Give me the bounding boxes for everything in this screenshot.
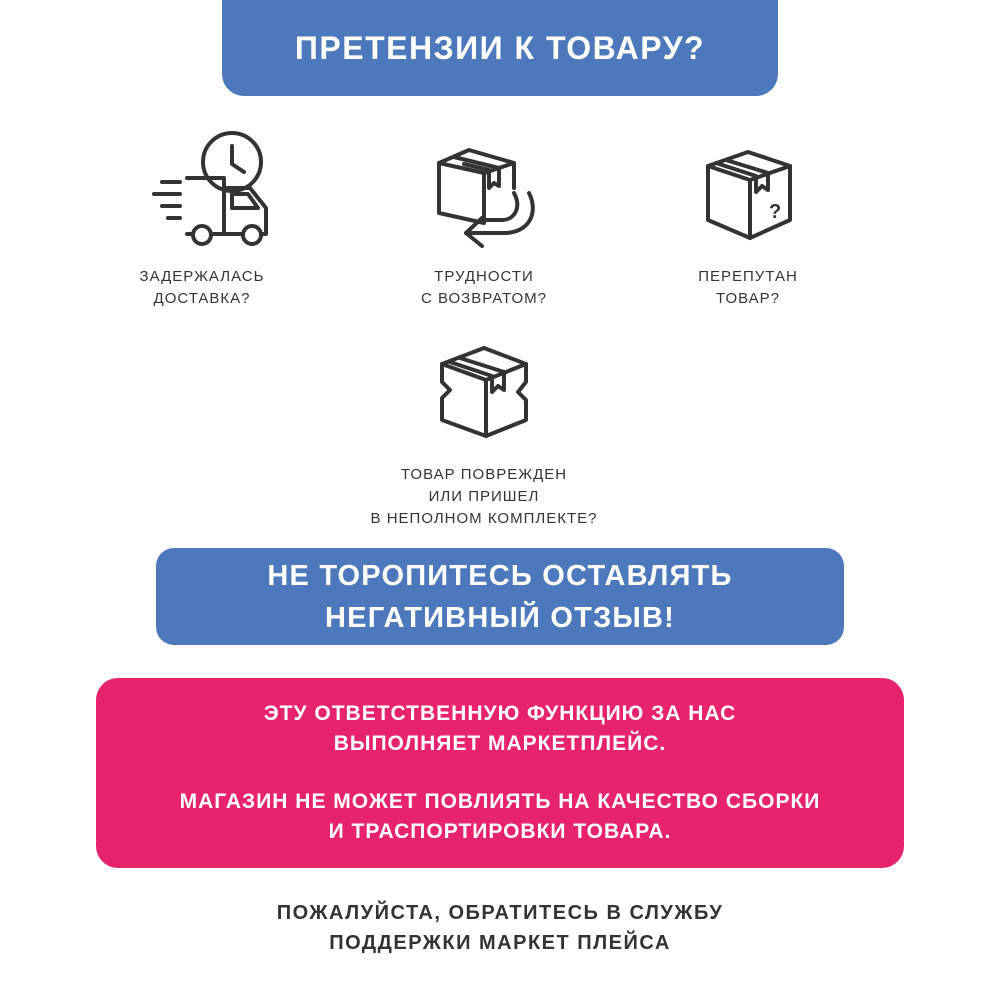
box-question-icon [678,128,818,248]
notice-paragraph: МАГАЗИН НЕ МОЖЕТ ПОВЛИЯТЬ НА КАЧЕСТВО СБОРКИ И ТРАСПОРТИРОВКИ ТОВАРА. [179,790,821,843]
support-note: ПОЖАЛУЙСТА, ОБРАТИТЕСЬ В СЛУЖБУ ПОДДЕРЖКИ МАРКЕТ ПЛЕЙСА [276,902,724,954]
issue-caption: ПЕРЕПУТАН ТОВАР? [698,268,798,307]
issue-damaged [344,330,624,530]
page-title: ПРЕТЕНЗИИ К ТОВАРУ? [294,29,706,66]
issue-wrong-item [608,128,888,310]
damaged-box-icon [414,330,554,448]
issue-caption: ЗАДЕРЖАЛАСЬ ДОСТАВКА? [139,268,265,307]
issue-delivery [62,128,342,310]
svg-text:?: ? [769,201,782,223]
notice-paragraph: ЭТУ ОТВЕТСТВЕННУЮ ФУНКЦИЮ ЗА НАС ВЫПОЛНЯЕТ МАРКЕТПЛЕЙС. [263,702,737,755]
notice-banner [96,678,904,868]
issue-caption: ТОВАР ПОВРЕЖДЕН ИЛИ ПРИШЕЛ В НЕПОЛНОМ КОМПЛЕКТЕ? [370,466,598,527]
issue-return [344,128,624,310]
box-return-arrow-icon [414,128,554,248]
warning-line: НЕГАТИВНЫЙ ОТЗЫВ! [325,601,675,634]
warning-banner [156,548,844,645]
header-banner [222,0,778,96]
delivery-truck-clock-icon [132,128,272,248]
issue-caption: ТРУДНОСТИ С ВОЗВРАТОМ? [420,268,548,307]
warning-line: НЕ ТОРОПИТЕСЬ ОСТАВЛЯТЬ [267,559,733,592]
